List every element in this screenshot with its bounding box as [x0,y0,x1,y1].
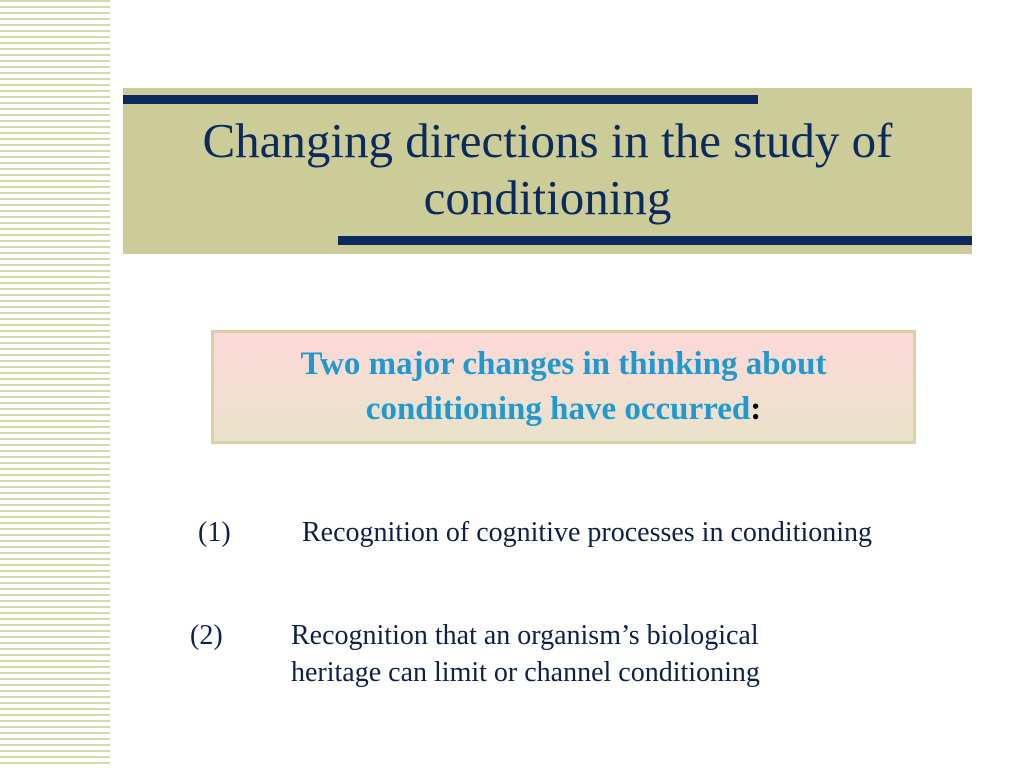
list-item-1-text: Recognition of cognitive processes in conditioning [302,517,873,548]
list-item-1-number: (1) [198,517,231,548]
list-item-2-number: (2) [190,620,223,651]
callout-colon: : [750,391,762,427]
callout-box [211,330,916,444]
decorative-stripe-bar [0,0,110,768]
slide-title-line-1: Changing directions in the study of [202,113,893,168]
list-item-2-text [291,617,760,691]
slide-title-line-2: conditioning [423,170,672,225]
slide-title [123,112,972,226]
list-item-2 [190,617,890,697]
callout-text [214,342,913,432]
title-rule-bottom [338,236,972,245]
title-rule-top [123,95,758,104]
list-item-2-line-1: Recognition that an organism’s biological [291,620,759,651]
list-item-2-line-2: heritage can limit or channel conditioning [291,657,760,688]
callout-statement: Two major changes in thinking about conditioning have occurred [300,346,827,427]
list-item-1 [198,514,998,554]
